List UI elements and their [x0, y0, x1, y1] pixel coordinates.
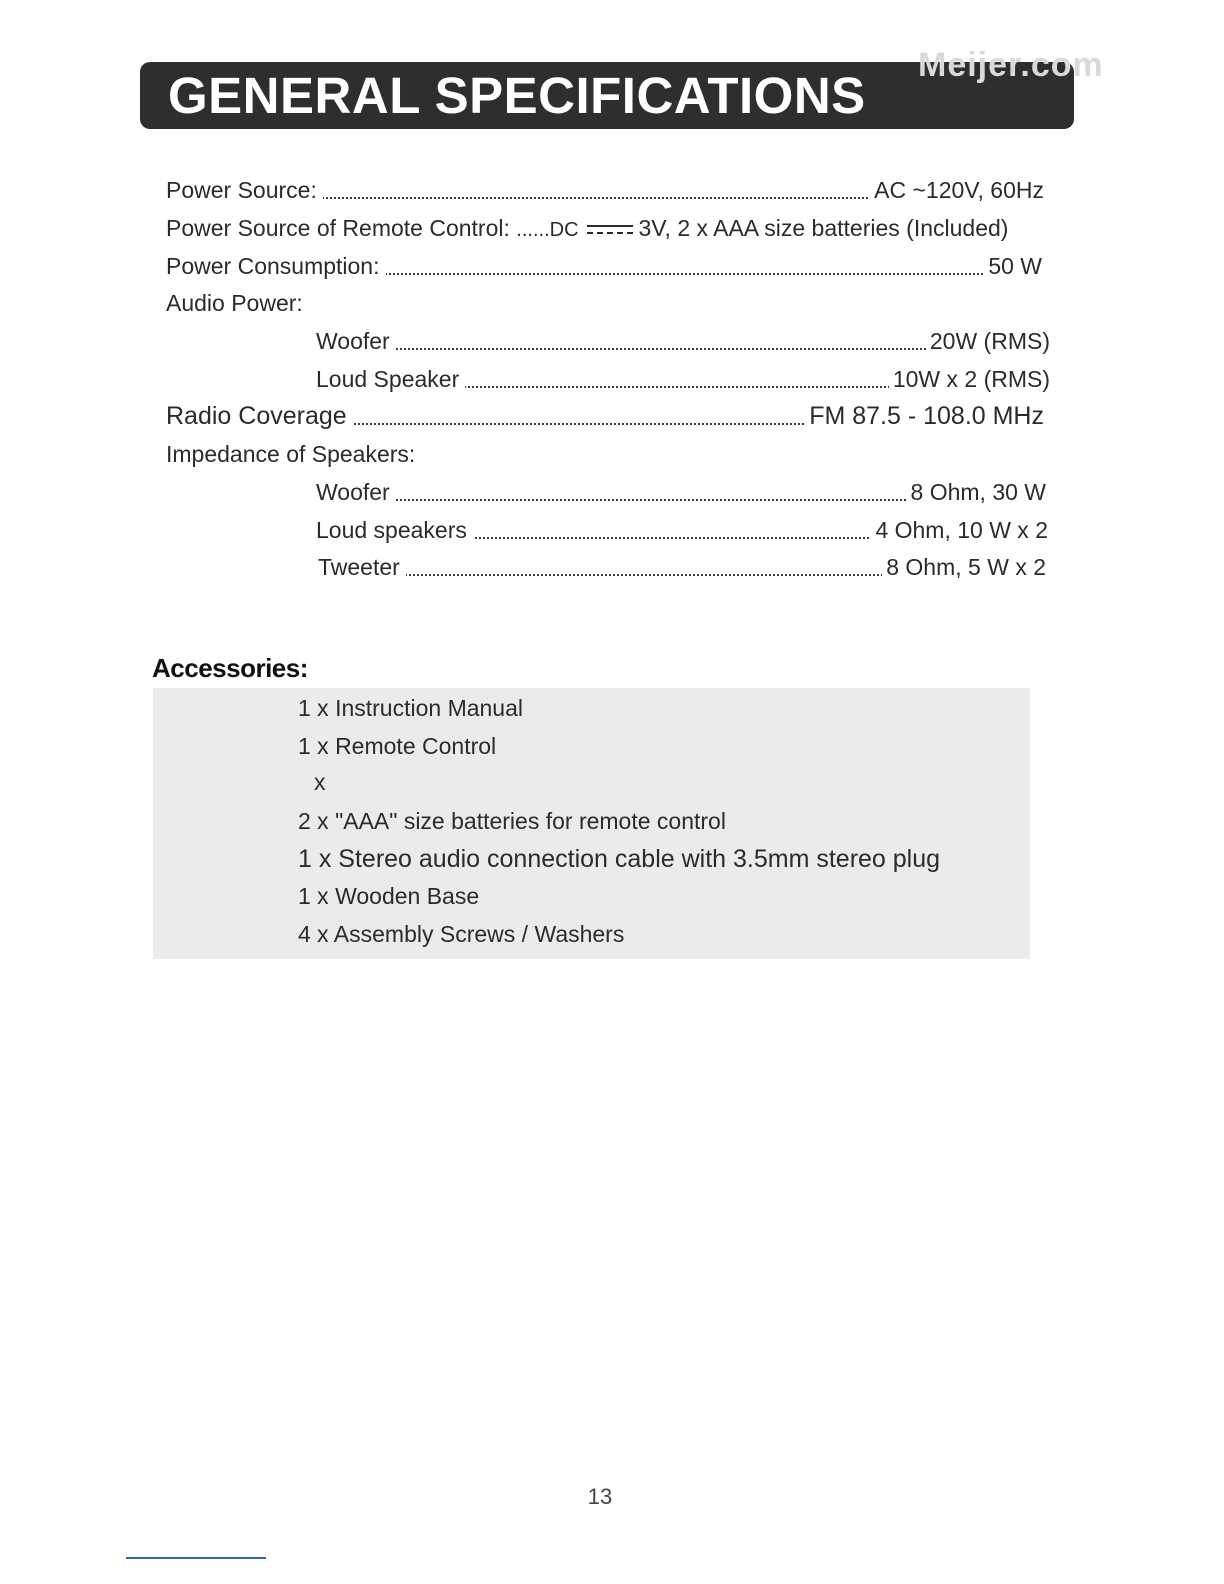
list-item: 4 x Assembly Screws / Washers [298, 921, 625, 947]
spec-value: 4 Ohm, 10 W x 2 [871, 515, 1048, 545]
spec-label: Radio Coverage [166, 401, 353, 431]
list-item: x [314, 769, 326, 795]
spec-label: Woofer [316, 477, 396, 507]
spec-value: 50 W [984, 251, 1042, 281]
accessories-box [153, 688, 1030, 959]
spec-label: Tweeter [318, 552, 406, 582]
spec-value: 20W (RMS) [926, 326, 1050, 356]
accessories-heading: Accessories: [152, 653, 308, 683]
list-item: 1 x Stereo audio connection cable with 3.5mm stereo plug [298, 845, 941, 873]
spec-label: Power Consumption: [166, 251, 386, 281]
watermark: Meijer.com [918, 46, 1104, 84]
spec-label: Power Source of Remote Control: [166, 215, 510, 241]
spec-power-source [166, 175, 1044, 205]
spec-remote-power [166, 213, 1008, 245]
spec-value: 3V, 2 x AAA size batteries (Included) [638, 215, 1009, 241]
spec-audio-woofer [316, 326, 1050, 356]
spec-label: Loud speakers [316, 515, 473, 545]
spec-label: Power Source: [166, 175, 323, 205]
spec-imp-tweeter [318, 552, 1046, 582]
spec-label: Loud Speaker [316, 364, 465, 394]
footer-rule [126, 1557, 266, 1559]
spec-value: 8 Ohm, 5 W x 2 [882, 552, 1046, 582]
spec-audio-loud-speaker [316, 364, 1050, 394]
page-number: 13 [587, 1484, 613, 1509]
impedance-heading: Impedance of Speakers: [166, 441, 416, 467]
list-item: 2 x "AAA" size batteries for remote control [298, 808, 726, 834]
spec-imp-woofer [316, 477, 1046, 507]
dc-symbol-icon [587, 223, 633, 237]
list-item: 1 x Remote Control [298, 733, 497, 759]
spec-radio-coverage [166, 401, 1044, 431]
spec-power-consumption [166, 251, 1042, 281]
list-item: 1 x Instruction Manual [298, 695, 524, 721]
page-title: GENERAL SPECIFICATIONS [168, 67, 866, 124]
list-item: 1 x Wooden Base [298, 883, 480, 909]
spec-value: AC ~120V, 60Hz [870, 175, 1044, 205]
spec-imp-loud-speakers [316, 515, 1048, 545]
spec-value: FM 87.5 - 108.0 MHz [805, 401, 1044, 431]
audio-power-heading: Audio Power: [166, 290, 303, 316]
spec-value: 8 Ohm, 30 W [907, 477, 1046, 507]
spec-value: 10W x 2 (RMS) [889, 364, 1050, 394]
spec-prefix: ......DC [516, 219, 579, 241]
spec-label: Woofer [316, 326, 396, 356]
